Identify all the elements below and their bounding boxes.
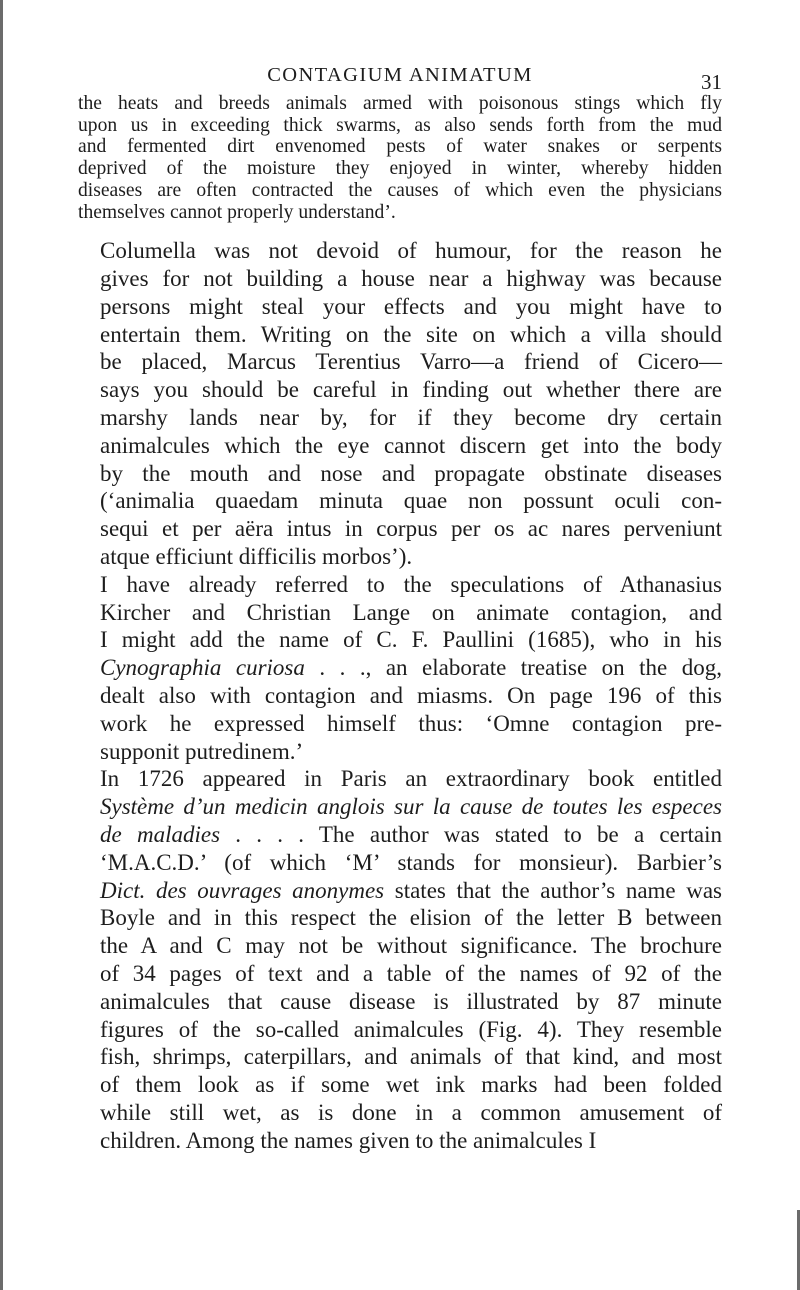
text-line: supponit putredinem.’ [100,738,304,764]
text-line: children. Among the names given to the animalcules I [100,1127,597,1153]
text-line: atque efficiunt difficilis morbos’). [100,543,413,569]
page-number: 31 [701,70,722,94]
body-text [78,93,722,1155]
text-line: and fermented dirt envenomed pests of water snakes or serpents [78,136,722,158]
text-line: I have already referred to the speculations of Athanasius [100,571,722,597]
text-line: of them look as if some wet ink marks had been folded [100,1072,722,1098]
running-head [78,64,722,92]
text-line: upon us in exceeding thick swarms, as also sends forth from the mud [78,114,722,136]
text-line: while still wet, as is done in a common amusement of [100,1099,722,1125]
text-line: themselves cannot properly understand’. [78,201,396,223]
text-line: ‘M.A.C.D.’ (of which ‘M’ stands for monsieur). Barbier’s [100,849,722,875]
text-line: dealt also with contagion and miasms. On page 196 of this [100,682,722,708]
text-line: the heats and breeds animals armed with poisonous stings which fly [78,93,722,114]
text-line: by the mouth and nose and propagate obstinate diseases [100,460,722,486]
text-line: Boyle and in this respect the elision of the letter B between [100,905,722,931]
text-line: be placed, Marcus Terentius Varro—a friend of Cicero— [100,349,722,375]
quote-paragraph [78,93,722,223]
text-line: of 34 pages of text and a table of the names of 92 of the [100,960,722,986]
text-line: In 1726 appeared in Paris an extraordinary book entitled [100,766,722,792]
text-line: Kircher and Christian Lange on animate contagion, and [100,599,722,625]
text-line: Dict. des ouvrages anonymes states that the author’s name was [100,877,723,903]
italic-title: de maladies [100,821,221,847]
text-line: Columella was not devoid of humour, for the reason he [100,238,722,264]
text-line: the A and C may not be without significance. The brochure [100,933,722,959]
columella-paragraph [78,237,722,571]
systeme-paragraph [78,765,722,1154]
text-line [78,793,722,821]
text-line: work he expressed himself thus: ‘Omne contagion pre- [100,710,722,736]
text-line: figures of the so-called animalcules (Fig. 4). They resemble [100,1016,722,1042]
text-line: de maladies . . . . The author was stated to be a certain [100,821,722,847]
page-edge-left [0,0,3,1290]
text-line: animalcules which the eye cannot discern get into the body [100,432,722,458]
italic-title: Système d’un medicin anglois sur la cause de toutes les especes [100,794,722,820]
text-line: entertain them. Writing on the site on which a villa should [100,321,722,347]
text-line: persons might steal your effects and you might have to [100,293,722,319]
text-line: animalcules that cause disease is illustrated by 87 minute [100,988,722,1014]
text-line: diseases are often contracted the causes of which even the physicians [78,179,722,201]
running-title: CONTAGIUM ANIMATUM [267,64,533,86]
text-line: deprived of the moisture they enjoyed in winter, whereby hidden [78,158,722,180]
text-line: Cynographia curiosa . . ., an elaborate treatise on the dog, [100,655,723,681]
paullini-paragraph [78,571,722,766]
italic-title: Dict. des ouvrages anonymes [100,877,385,903]
italic-title: Cynographia curiosa [100,655,305,681]
text-line: (‘animalia quaedam minuta quae non possunt oculi con- [100,488,722,514]
text-line: I might add the name of C. F. Paullini (1685), who in his [100,627,722,653]
text-line: gives for not building a house near a highway was because [100,266,722,292]
text-line: says you should be careful in finding out whether there are [100,377,722,403]
text-line: fish, shrimps, caterpillars, and animals of that kind, and most [100,1044,722,1070]
text-line: marshy lands near by, for if they become dry certain [100,405,722,430]
text-line: sequi et per aëra intus in corpus per os ac nares perveniunt [100,516,722,542]
